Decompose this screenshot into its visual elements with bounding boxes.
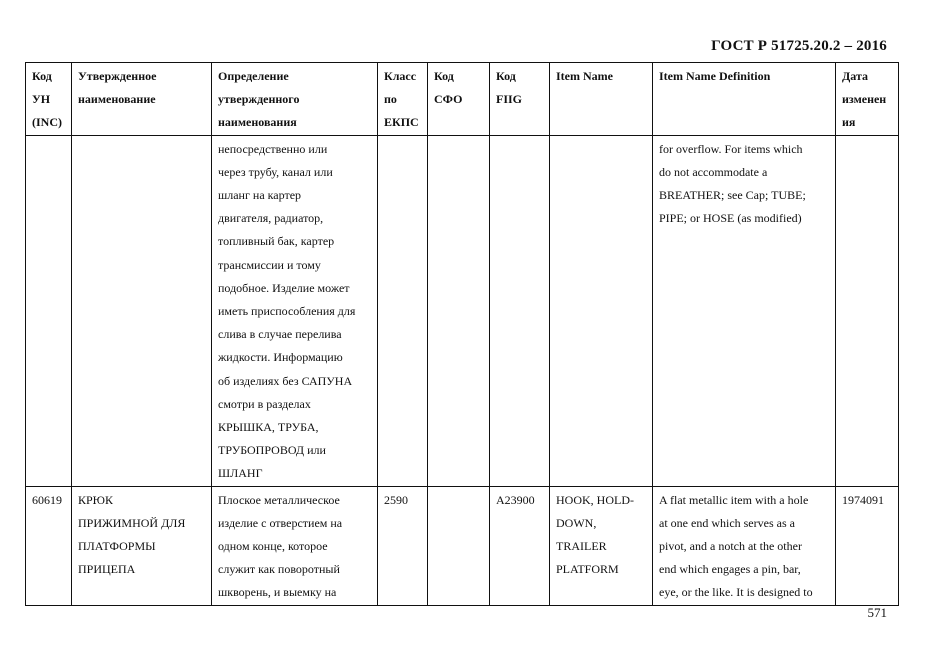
cell-sfo [428, 135, 490, 486]
cell-change-date: 1974091 [836, 486, 899, 605]
header-inc: Код УН (INC) [26, 63, 72, 136]
header-item-name: Item Name [550, 63, 653, 136]
cell-approved-name [72, 135, 212, 486]
cell-definition-ru: непосредственно или через трубу, канал или шланг на картер двигателя, радиатор, топливный бак, картер трансмиссии и тому подобное. Изделие может иметь приспособления для слива в случае перелива жидкости. Информацию об изделиях без САПУНА смотри в разделах КРЫШКА, ТРУБА, ТРУБОПРОВОД или ШЛАНГ [212, 135, 378, 486]
cell-inc: 60619 [26, 486, 72, 605]
header-change-date: Дата изменен ия [836, 63, 899, 136]
cell-sfo [428, 486, 490, 605]
page-number: 571 [867, 605, 887, 620]
header-item-name-definition: Item Name Definition [653, 63, 836, 136]
cell-class [378, 135, 428, 486]
cell-item-name [550, 135, 653, 486]
cell-item-name: HOOK, HOLD- DOWN, TRAILER PLATFORM [550, 486, 653, 605]
header-sfo: Код СФО [428, 63, 490, 136]
table-row [26, 486, 899, 605]
table-row [26, 135, 899, 486]
cell-class: 2590 [378, 486, 428, 605]
header-definition: Определение утвержденного наименования [212, 63, 378, 136]
cell-fiig [490, 135, 550, 486]
header-class: Класс по ЕКПС [378, 63, 428, 136]
header-fiig: Код FIIG [490, 63, 550, 136]
standard-designation: ГОСТ Р 51725.20.2 – 2016 [711, 38, 887, 54]
table-header-row [26, 63, 899, 136]
cell-change-date [836, 135, 899, 486]
cell-definition-ru: Плоское металлическое изделие с отверстием на одном конце, которое служит как поворотный шкворень, и выемку на [212, 486, 378, 605]
catalog-table [25, 62, 899, 606]
header-approved-name: Утвержденное наименование [72, 63, 212, 136]
cell-definition-en: for overflow. For items which do not accommodate a BREATHER; see Cap; TUBE; PIPE; or HOSE (as modified) [653, 135, 836, 486]
cell-inc [26, 135, 72, 486]
cell-definition-en: A flat metallic item with a hole at one end which serves as a pivot, and a notch at the other end which engages a pin, bar, eye, or the like. It is designed to [653, 486, 836, 605]
cell-fiig: A23900 [490, 486, 550, 605]
cell-approved-name: КРЮК ПРИЖИМНОЙ ДЛЯ ПЛАТФОРМЫ ПРИЦЕПА [72, 486, 212, 605]
